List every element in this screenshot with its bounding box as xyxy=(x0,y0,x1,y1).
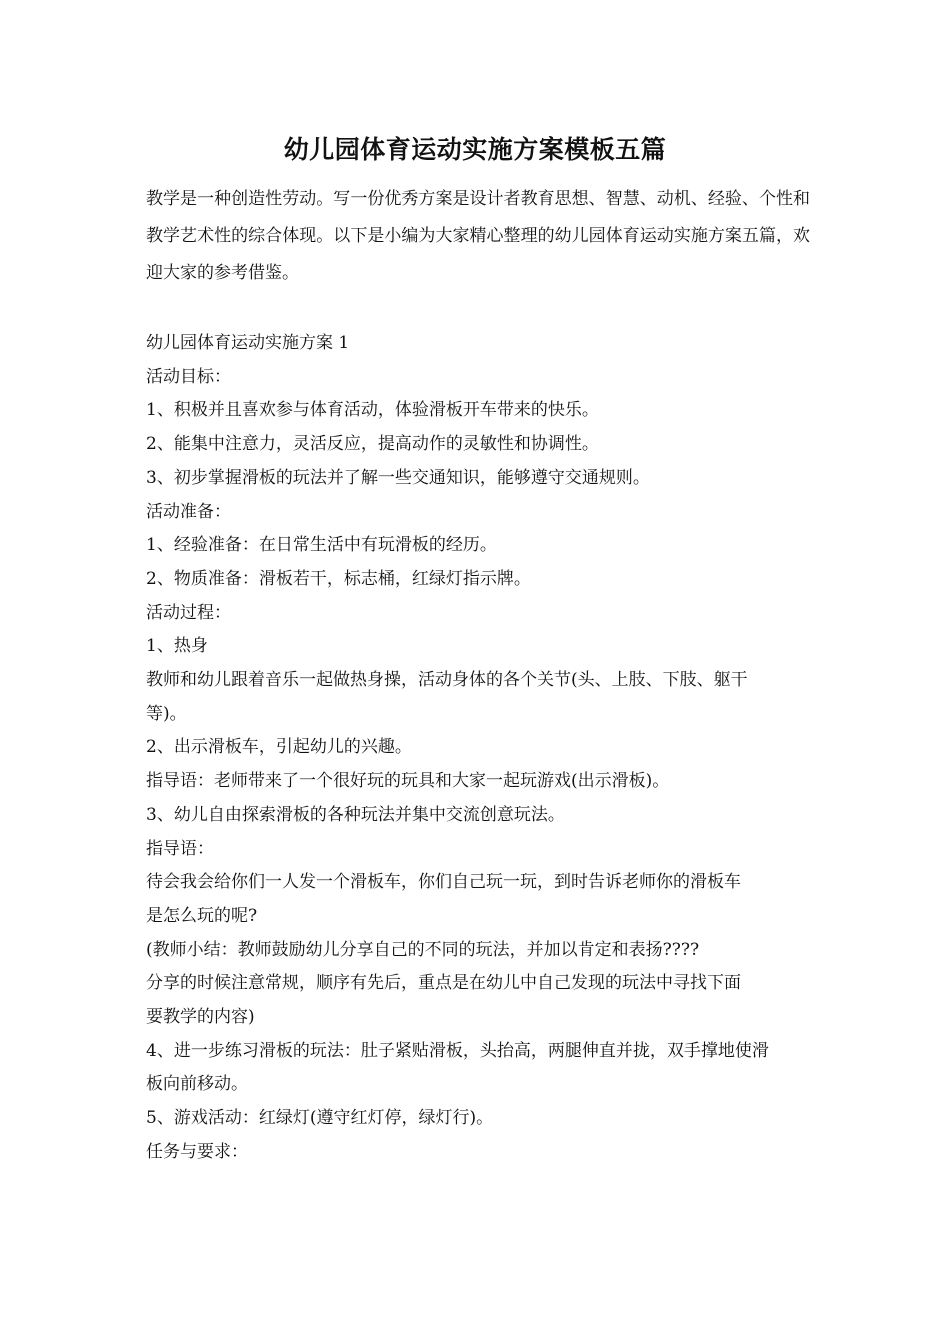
text-line: 1、经验准备：在日常生活中有玩滑板的经历。 xyxy=(146,535,497,556)
text-line: 3、幼儿自由探索滑板的各种玩法并集中交流创意玩法。 xyxy=(146,804,565,825)
text-line: 板向前移动。 xyxy=(146,1074,248,1095)
text-line: 1、热身 xyxy=(146,636,208,657)
document-body xyxy=(146,327,810,1170)
section-heading: 幼儿园体育运动实施方案 1 xyxy=(146,333,350,353)
text-line: 任务与要求： xyxy=(146,1141,248,1162)
intro-paragraph: 教学是一种创造性劳动。写一份优秀方案是设计者教育思想、智慧、动机、经验、个性和教学艺术性的综合体现。以下是小编为大家精心整理的幼儿园体育运动实施方案五篇，欢迎大家的参考借鉴。 xyxy=(146,189,810,283)
text-line: 等)。 xyxy=(146,703,187,724)
text-line: 要教学的内容) xyxy=(146,1007,255,1028)
subheading-process: 活动过程： xyxy=(146,602,231,623)
text-line: 2、物质准备：滑板若干，标志桶，红绿灯指示牌。 xyxy=(146,568,531,589)
text-line: 是怎么玩的呢? xyxy=(146,905,258,926)
text-line: 2、能集中注意力，灵活反应，提高动作的灵敏性和协调性。 xyxy=(146,434,599,455)
text-line: 分享的时候注意常规，顺序有先后，重点是在幼儿中自己发现的玩法中寻找下面 xyxy=(146,973,741,994)
text-line: 3、初步掌握滑板的玩法并了解一些交通知识，能够遵守交通规则。 xyxy=(146,467,650,488)
subheading-goals: 活动目标： xyxy=(146,366,231,387)
text-line: 待会我会给你们一人发一个滑板车，你们自己玩一玩，到时告诉老师你的滑板车 xyxy=(146,872,741,893)
text-line: 4、进一步练习滑板的玩法：肚子紧贴滑板，头抬高，两腿伸直并拢，双手撑地使滑 xyxy=(146,1040,769,1061)
document-title: 幼儿园体育运动实施方案模板五篇 xyxy=(283,135,667,164)
text-line: 指导语： xyxy=(146,838,214,859)
text-line: 指导语：老师带来了一个很好玩的玩具和大家一起玩游戏(出示滑板)。 xyxy=(146,771,670,792)
text-line: 教师和幼儿跟着音乐一起做热身操，活动身体的各个关节(头、上肢、下肢、躯干 xyxy=(146,670,748,691)
text-line: 1、积极并且喜欢参与体育活动，体验滑板开车带来的快乐。 xyxy=(146,400,599,421)
text-line: (教师小结：教师鼓励幼儿分享自己的不同的玩法，并加以肯定和表扬???? xyxy=(146,939,700,960)
subheading-preparation: 活动准备： xyxy=(146,501,231,522)
text-line: 5、游戏活动：红绿灯(遵守红灯停，绿灯行)。 xyxy=(146,1108,494,1129)
text-line: 2、出示滑板车，引起幼儿的兴趣。 xyxy=(146,737,412,758)
